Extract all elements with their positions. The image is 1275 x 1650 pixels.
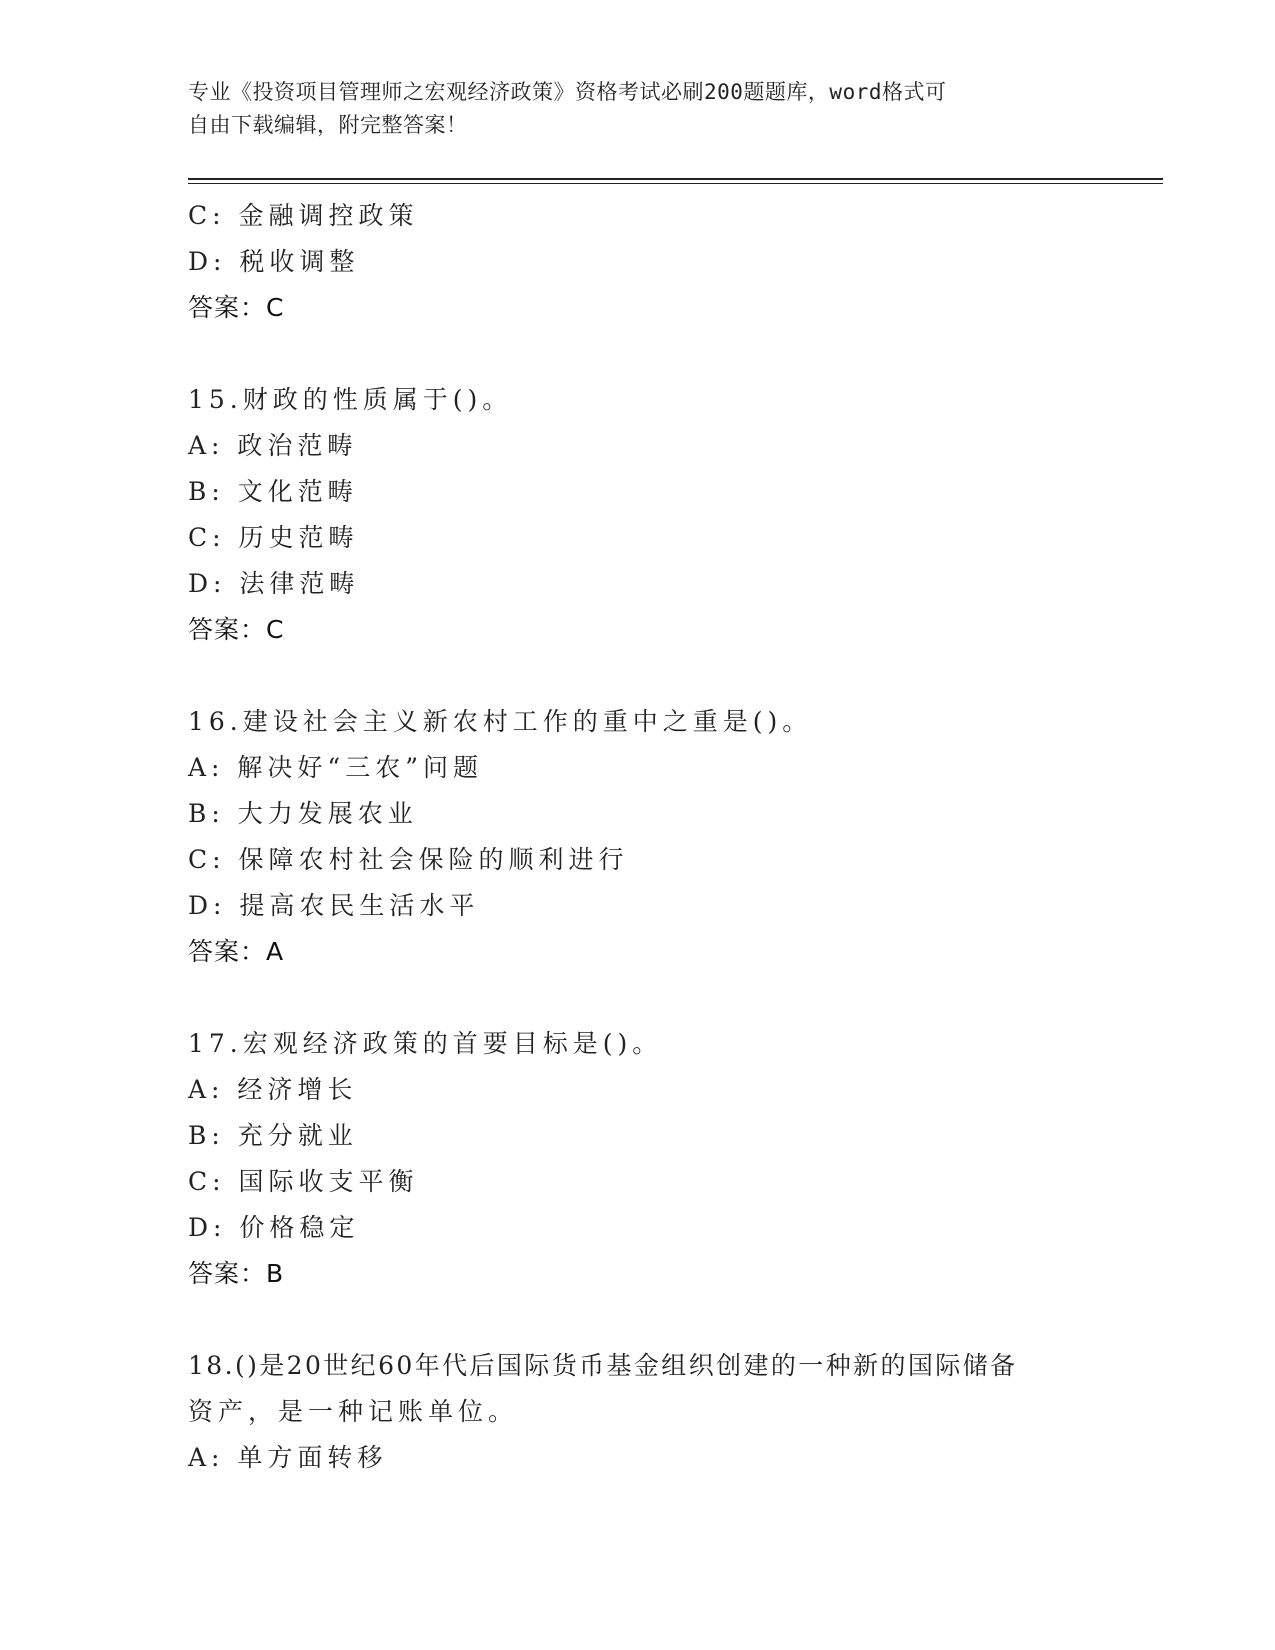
question-17 [188, 1021, 1088, 1297]
option-b: B: 充分就业 [188, 1121, 358, 1150]
question-16 [188, 699, 1088, 975]
option-d: D: 价格稳定 [188, 1213, 360, 1242]
answer-line: 答案：C [188, 615, 285, 644]
spacer [188, 331, 1088, 377]
question-partial [188, 193, 1088, 331]
header-divider-thin [188, 183, 1163, 184]
option-a: A: 解决好“三农”问题 [188, 753, 483, 782]
answer-line: 答案：C [188, 293, 285, 322]
answer-line: 答案：A [188, 937, 285, 966]
option-a: A: 政治范畴 [188, 431, 358, 460]
option-c: C: 历史范畴 [188, 523, 359, 552]
header-line-2: 自由下载编辑，附完整答案！ [188, 113, 468, 137]
question-stem: 15.财政的性质属于()。 [188, 385, 513, 414]
question-stem-line-2: 资产，是一种记账单位。 [188, 1397, 519, 1426]
answer-line: 答案：B [188, 1259, 285, 1288]
option-a: A: 经济增长 [188, 1075, 358, 1104]
spacer [188, 653, 1088, 699]
question-list [188, 193, 1088, 1481]
header-line-1: 专业《投资项目管理师之宏观经济政策》资格考试必刷200题题库，word格式可 [188, 80, 947, 104]
question-stem: 16.建设社会主义新农村工作的重中之重是()。 [188, 707, 813, 736]
header-divider-thick [188, 178, 1163, 180]
option-d: D: 税收调整 [188, 247, 360, 276]
option-c: C: 国际收支平衡 [188, 1167, 419, 1196]
spacer [188, 1297, 1088, 1343]
option-c: C: 保障农村社会保险的顺利进行 [188, 845, 629, 874]
option-c: C: 金融调控政策 [188, 201, 419, 230]
document-header [188, 76, 1088, 142]
option-d: D: 法律范畴 [188, 569, 360, 598]
question-stem: 17.宏观经济政策的首要目标是()。 [188, 1029, 663, 1058]
question-15 [188, 377, 1088, 653]
option-b: B: 大力发展农业 [188, 799, 418, 828]
option-d: D: 提高农民生活水平 [188, 891, 480, 920]
question-18 [188, 1343, 1088, 1481]
option-b: B: 文化范畴 [188, 477, 358, 506]
option-a: A: 单方面转移 [188, 1443, 388, 1472]
spacer [188, 975, 1088, 1021]
question-stem-line-1: 18.()是20世纪60年代后国际货币基金组织创建的一种新的国际储备 [188, 1351, 1018, 1380]
